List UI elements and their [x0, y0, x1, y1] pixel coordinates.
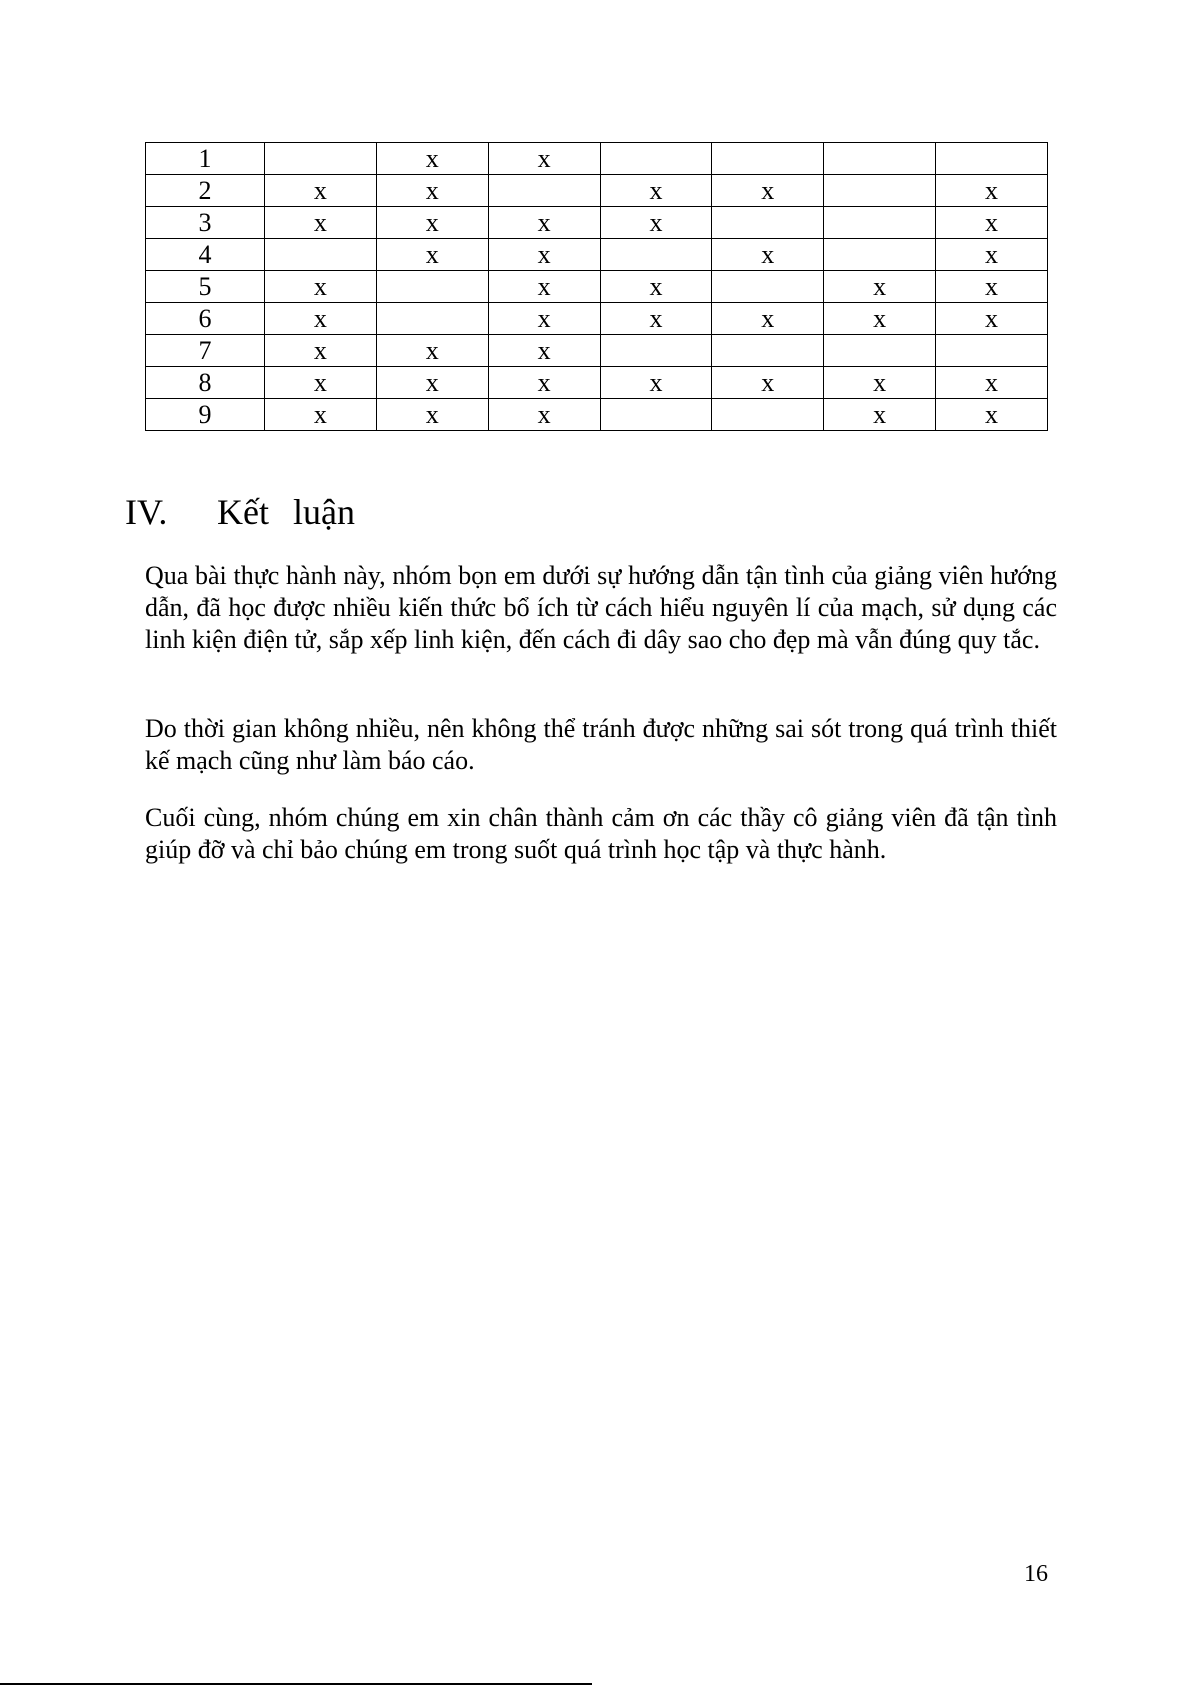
- table-cell: x: [600, 303, 712, 335]
- table-cell: x: [712, 303, 824, 335]
- table-cell: x: [824, 303, 936, 335]
- table-cell: x: [488, 239, 600, 271]
- table-cell: x: [265, 335, 377, 367]
- table-cell: [488, 175, 600, 207]
- conclusion-paragraph-3: Cuối cùng, nhóm chúng em xin chân thành cảm ơn các thầy cô giảng viên đã tận tình giúp đỡ và chỉ bảo chúng em trong suốt quá trình học tập và thực hành.: [145, 803, 1057, 864]
- table-cell: x: [488, 207, 600, 239]
- table-cell: [712, 335, 824, 367]
- table-cell: [265, 143, 377, 175]
- table-cell: x: [824, 399, 936, 431]
- table-row: [146, 143, 1048, 175]
- table-row: [146, 271, 1048, 303]
- table-cell: [936, 143, 1048, 175]
- table-cell: x: [936, 175, 1048, 207]
- table-cell: [936, 335, 1048, 367]
- table-cell: x: [376, 207, 488, 239]
- table-cell: x: [936, 207, 1048, 239]
- table-cell: x: [600, 175, 712, 207]
- table-cell: x: [936, 399, 1048, 431]
- table-cell: [376, 303, 488, 335]
- row-number-cell: 6: [146, 303, 265, 335]
- truth-table: [145, 142, 1048, 431]
- table-cell: x: [376, 143, 488, 175]
- row-number-cell: 8: [146, 367, 265, 399]
- table-cell: x: [936, 239, 1048, 271]
- table-cell: [824, 143, 936, 175]
- table-cell: x: [265, 271, 377, 303]
- table-cell: x: [488, 367, 600, 399]
- page-number: 16: [1024, 1561, 1048, 1587]
- table-cell: x: [824, 271, 936, 303]
- table-cell: x: [376, 239, 488, 271]
- table-row: [146, 367, 1048, 399]
- table-cell: [824, 239, 936, 271]
- table-cell: x: [936, 367, 1048, 399]
- row-number-cell: 2: [146, 175, 265, 207]
- table-cell: [712, 207, 824, 239]
- table-cell: [600, 335, 712, 367]
- table-cell: x: [376, 335, 488, 367]
- section-title-word-2: luận: [292, 492, 355, 532]
- table-cell: x: [936, 303, 1048, 335]
- table-cell: x: [265, 175, 377, 207]
- table-cell: x: [265, 303, 377, 335]
- table-cell: x: [376, 367, 488, 399]
- table-row: [146, 303, 1048, 335]
- section-number: IV.: [125, 492, 168, 532]
- table-cell: x: [265, 399, 377, 431]
- table-cell: [712, 399, 824, 431]
- row-number-cell: 3: [146, 207, 265, 239]
- table-cell: x: [376, 399, 488, 431]
- table-row: [146, 239, 1048, 271]
- section-title-word-1: Kết: [217, 492, 269, 532]
- table-cell: [600, 399, 712, 431]
- table-cell: [600, 239, 712, 271]
- conclusion-paragraph-2: Do thời gian không nhiều, nên không thể tránh được những sai sót trong quá trình thiết kế mạch cũng như làm báo cáo.: [145, 714, 1057, 775]
- table-cell: [712, 271, 824, 303]
- table-cell: x: [265, 367, 377, 399]
- table-cell: [376, 271, 488, 303]
- section-heading: [125, 488, 355, 536]
- table-cell: x: [265, 207, 377, 239]
- row-number-cell: 7: [146, 335, 265, 367]
- table-row: [146, 175, 1048, 207]
- table-cell: x: [600, 367, 712, 399]
- table-cell: x: [600, 271, 712, 303]
- table-cell: [824, 175, 936, 207]
- table-cell: x: [488, 399, 600, 431]
- table-cell: [824, 335, 936, 367]
- table-cell: [265, 239, 377, 271]
- table-cell: x: [712, 175, 824, 207]
- table-cell: x: [488, 303, 600, 335]
- table-cell: [600, 143, 712, 175]
- table-cell: x: [824, 367, 936, 399]
- table-row: [146, 399, 1048, 431]
- table-cell: x: [488, 143, 600, 175]
- row-number-cell: 9: [146, 399, 265, 431]
- table-cell: x: [488, 271, 600, 303]
- table-cell: x: [712, 367, 824, 399]
- table-cell: x: [600, 207, 712, 239]
- table-cell: [712, 143, 824, 175]
- conclusion-paragraph-1: Qua bài thực hành này, nhóm bọn em dưới sự hướng dẫn tận tình của giảng viên hướng dẫn, đã học được nhiều kiến thức bổ ích từ cách hiểu nguyên lí của mạch, sử dụng các linh kiện điện tử, sắp xếp linh kiện, đến cách đi dây sao cho đẹp mà vẫn đúng quy tắc.: [145, 561, 1057, 654]
- table-cell: x: [936, 271, 1048, 303]
- table-cell: x: [488, 335, 600, 367]
- table-cell: x: [376, 175, 488, 207]
- table-row: [146, 207, 1048, 239]
- table-cell: x: [712, 239, 824, 271]
- row-number-cell: 1: [146, 143, 265, 175]
- table-cell: [824, 207, 936, 239]
- table-row: [146, 335, 1048, 367]
- row-number-cell: 5: [146, 271, 265, 303]
- row-number-cell: 4: [146, 239, 265, 271]
- truth-table-body: [146, 143, 1048, 431]
